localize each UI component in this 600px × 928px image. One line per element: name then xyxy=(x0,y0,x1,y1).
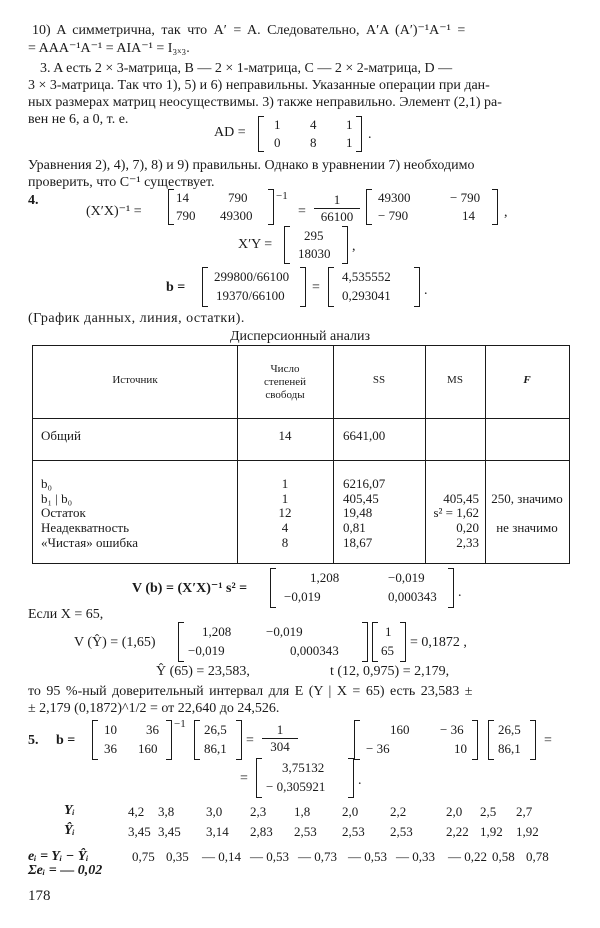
equals-sign: = xyxy=(240,771,248,786)
vy-cell: −0,019 xyxy=(188,643,225,658)
fraction-numerator: 1 xyxy=(262,722,298,739)
residual-value: 0,58 xyxy=(492,849,515,864)
b5-matrix1 xyxy=(92,720,172,760)
anova-row-ss: 19,48 xyxy=(343,505,373,520)
residual-value: 0,35 xyxy=(166,849,189,864)
anova-row-ss: 18,67 xyxy=(343,535,373,550)
xx-cell: 49300 xyxy=(220,208,253,223)
anova-row-df: 1 xyxy=(281,491,289,506)
anova-row-label: b₁ | b₀ xyxy=(41,491,73,506)
ad-cell: 8 xyxy=(310,135,317,150)
residual-value: 0,75 xyxy=(132,849,155,864)
residual-value: 0,78 xyxy=(526,849,549,864)
yhat-value: 1,92 xyxy=(516,824,539,839)
anova-table xyxy=(32,345,570,564)
answer-3-line4: вен не 6, а 0, т. е. xyxy=(28,112,129,127)
header-df-line: степеней xyxy=(264,376,306,388)
inverse-exponent: −1 xyxy=(174,718,186,730)
xx-matrix xyxy=(168,189,274,225)
b5-v2-cell: 26,5 xyxy=(498,722,521,737)
residual-label: eᵢ = Yᵢ − Ŷᵢ xyxy=(28,849,89,864)
fraction-numerator: 1 xyxy=(314,192,360,209)
y-value: 2,3 xyxy=(250,804,267,819)
yhat-value: 3,14 xyxy=(206,824,229,839)
comma: , xyxy=(352,239,356,254)
yhat-value: 3,45 xyxy=(128,824,151,839)
ci-line1: то 95 %-ный доверительный интервал для E (Y | X = 65) есть 23,583 ± xyxy=(28,684,473,699)
vy-vec-cell: 65 xyxy=(381,643,394,658)
anova-row-ms: 2,33 xyxy=(456,535,479,550)
xx-cell: 14 xyxy=(176,190,189,205)
y-value: 2,2 xyxy=(390,804,407,819)
residual-value: — 0,53 xyxy=(250,849,289,864)
ad-matrix xyxy=(258,116,362,152)
header-df xyxy=(237,363,333,402)
page-number: 178 xyxy=(28,888,51,904)
b-frac-cell: 19370/66100 xyxy=(216,288,285,303)
period: . xyxy=(424,283,428,298)
anova-row-f: 250, значимо xyxy=(491,491,563,506)
vy-cell: 1,208 xyxy=(202,624,232,639)
anova-row-ms: 405,45 xyxy=(443,491,479,506)
equations-line1: Уравнения 2), 4), 7), 8) и 9) правильны. Однако в уравнении 7) необходимо xyxy=(28,158,475,173)
vy-rhs: = 0,1872 , xyxy=(410,635,467,650)
answer-10-line2: = AAA⁻¹A⁻¹ = AIA⁻¹ = I₃ₓ₃. xyxy=(28,41,190,56)
b5-m2-cell: − 36 xyxy=(366,741,390,756)
header-ms: MS xyxy=(447,374,463,386)
fraction-denominator: 304 xyxy=(270,739,290,754)
answer-3-line3: ных размерах матриц неосуществимы. 3) также неправильно. Элемент (2,1) ра- xyxy=(28,95,502,110)
inverse-exponent: −1 xyxy=(276,190,288,202)
xx-inverse-lhs: (X′X)⁻¹ = xyxy=(86,204,142,219)
anova-title: Дисперсионный анализ xyxy=(229,329,371,344)
header-ss: SS xyxy=(372,374,386,386)
yhat-value: 2,53 xyxy=(342,824,365,839)
period: . xyxy=(358,773,362,788)
answer-10-line1: 10) A симметрична, так что A′ = A. Следовательно, A′A (A′)⁻¹A⁻¹ = xyxy=(32,23,466,38)
b-value-cell: 4,535552 xyxy=(342,269,391,284)
b5-res-cell: 3,75132 xyxy=(282,760,325,775)
y-value: 3,0 xyxy=(206,804,223,819)
b5-m1-cell: 160 xyxy=(138,741,158,756)
anova-row-ss: 6216,07 xyxy=(343,476,386,491)
anova-row-f: не значимо xyxy=(496,520,558,535)
answer-3-line2: 3 × 3-матрица. Так что 1), 5) и 6) неправильны. Указанные операции при дан- xyxy=(28,78,490,93)
residual-value: — 0,53 xyxy=(348,849,387,864)
y-value: 3,8 xyxy=(158,804,175,819)
header-df-line: Число xyxy=(270,363,300,375)
ad-lhs: AD = xyxy=(214,125,246,140)
ad-cell: 1 xyxy=(274,117,281,132)
comma: , xyxy=(504,205,508,220)
b5-vector1 xyxy=(194,720,242,760)
answer-3-line1: 3. A есть 2 × 3-матрица, B — 2 × 1-матрица, C — 2 × 2-матрица, D — xyxy=(40,61,453,76)
yhat-value: 3,45 xyxy=(158,824,181,839)
xx-cell: 790 xyxy=(228,190,248,205)
anova-row-df: 1 xyxy=(281,476,289,491)
anova-row-ms: 0,20 xyxy=(456,520,479,535)
anova-row-df: 8 xyxy=(281,535,289,550)
vy-matrix xyxy=(178,622,368,662)
y-label: Yᵢ xyxy=(64,803,75,818)
vy-cell: −0,019 xyxy=(266,624,303,639)
vb-cell: 1,208 xyxy=(310,570,340,585)
anova-row-label: b₀ xyxy=(41,476,53,491)
b5-m1-cell: 36 xyxy=(146,722,159,737)
xx-cell: 790 xyxy=(176,208,196,223)
one-over-304 xyxy=(262,722,298,755)
vb-lhs-text: V (b) = (X′X)⁻¹ s² = xyxy=(132,581,248,596)
equals-sign: = xyxy=(312,280,320,295)
xx-inverse-matrix xyxy=(366,189,498,225)
total-df: 14 xyxy=(278,428,292,443)
residual-value: — 0,33 xyxy=(396,849,435,864)
vy-vector xyxy=(372,622,406,662)
b5-v2-cell: 86,1 xyxy=(498,741,521,756)
residual-value: — 0,73 xyxy=(298,849,337,864)
anova-row-label: Остаток xyxy=(41,505,86,520)
b5-v1-cell: 86,1 xyxy=(204,741,227,756)
residual-sum: Σeᵢ = — 0,02 xyxy=(28,863,103,878)
b-lhs: b = xyxy=(166,280,186,295)
b-value-vector xyxy=(328,267,420,307)
vy-vec-cell: 1 xyxy=(385,624,392,639)
if-x-65: Если X = 65, xyxy=(28,607,104,622)
anova-row-ss: 405,45 xyxy=(343,491,379,506)
ad-cell: 1 xyxy=(346,117,353,132)
b5-v1-cell: 26,5 xyxy=(204,722,227,737)
yhat-65: Ŷ (65) = 23,583, xyxy=(156,664,250,679)
equals-sign: = xyxy=(246,733,254,748)
total-label: Общий xyxy=(41,428,81,443)
xxi-cell: − 790 xyxy=(378,208,409,223)
y-value: 2,0 xyxy=(342,804,359,819)
one-over-66100 xyxy=(314,192,360,225)
b5-m2-cell: 160 xyxy=(390,722,410,737)
yhat-value: 1,92 xyxy=(480,824,503,839)
y-value: 2,7 xyxy=(516,804,533,819)
yhat-value: 2,53 xyxy=(294,824,317,839)
b5-result-vector xyxy=(256,758,354,798)
ci-line2: ± 2,179 (0,1872)^1/2 = от 22,640 до 24,526. xyxy=(28,701,280,716)
yhat-value: 2,53 xyxy=(390,824,413,839)
ad-cell: 1 xyxy=(346,135,353,150)
yhat-label: Ŷᵢ xyxy=(64,823,75,838)
vb-cell: −0,019 xyxy=(284,589,321,604)
header-source: Источник xyxy=(112,374,158,386)
b5-m1-cell: 10 xyxy=(104,722,117,737)
xxi-cell: 14 xyxy=(462,208,475,223)
total-ss: 6641,00 xyxy=(343,428,386,443)
xy-lhs: X′Y = xyxy=(238,237,273,252)
b-frac-cell: 299800/66100 xyxy=(214,269,290,284)
b5-res-cell: − 0,305921 xyxy=(266,779,326,794)
y-value: 1,8 xyxy=(294,804,311,819)
anova-row-ms: s² = 1,62 xyxy=(433,505,479,520)
b5-m2-cell: 10 xyxy=(454,741,467,756)
residual-value: — 0,22 xyxy=(448,849,487,864)
answer-5-number: 5. xyxy=(28,733,39,748)
t-quantile: t (12, 0,975) = 2,179, xyxy=(330,664,450,679)
xy-vector xyxy=(284,226,348,264)
anova-row-label: «Чистая» ошибка xyxy=(41,535,138,550)
vb-cell: 0,000343 xyxy=(388,589,437,604)
graph-note: (График данных, линия, остатки). xyxy=(28,311,245,326)
b-fraction-vector xyxy=(202,267,306,307)
anova-row-df: 12 xyxy=(278,505,292,520)
answer-4-number: 4. xyxy=(28,193,39,208)
equals-sign: = xyxy=(544,733,552,748)
b5-m2-cell: − 36 xyxy=(440,722,464,737)
vb-cell: −0,019 xyxy=(388,570,425,585)
header-df-line: свободы xyxy=(265,389,305,401)
vy-lhs: V (Ŷ) = (1,65) xyxy=(74,635,156,650)
vb-matrix xyxy=(270,568,454,608)
header-f: F xyxy=(523,374,531,386)
b-value-cell: 0,293041 xyxy=(342,288,391,303)
xy-cell: 18030 xyxy=(298,246,331,261)
yhat-value: 2,83 xyxy=(250,824,273,839)
ad-end: . xyxy=(368,127,372,142)
residual-value: — 0,14 xyxy=(202,849,241,864)
xxi-cell: 49300 xyxy=(378,190,411,205)
vy-cell: 0,000343 xyxy=(290,643,339,658)
yhat-value: 2,22 xyxy=(446,824,469,839)
ad-cell: 0 xyxy=(274,135,281,150)
period: . xyxy=(458,585,462,600)
equations-line2: проверить, что C⁻¹ существует. xyxy=(28,175,215,190)
equals-sign: = xyxy=(298,204,306,219)
b5-m1-cell: 36 xyxy=(104,741,117,756)
anova-row-ss: 0,81 xyxy=(343,520,366,535)
anova-row-df: 4 xyxy=(281,520,289,535)
b5-lhs: b = xyxy=(56,733,76,748)
y-value: 2,5 xyxy=(480,804,497,819)
ad-cell: 4 xyxy=(310,117,317,132)
xy-cell: 295 xyxy=(304,228,324,243)
y-value: 4,2 xyxy=(128,804,145,819)
anova-row-label: Неадекватность xyxy=(41,520,130,535)
b5-vector2 xyxy=(488,720,536,760)
b5-matrix2 xyxy=(354,720,478,760)
xxi-cell: − 790 xyxy=(450,190,481,205)
y-value: 2,0 xyxy=(446,804,463,819)
vb-lhs xyxy=(132,580,247,597)
fraction-denominator: 66100 xyxy=(320,209,354,224)
